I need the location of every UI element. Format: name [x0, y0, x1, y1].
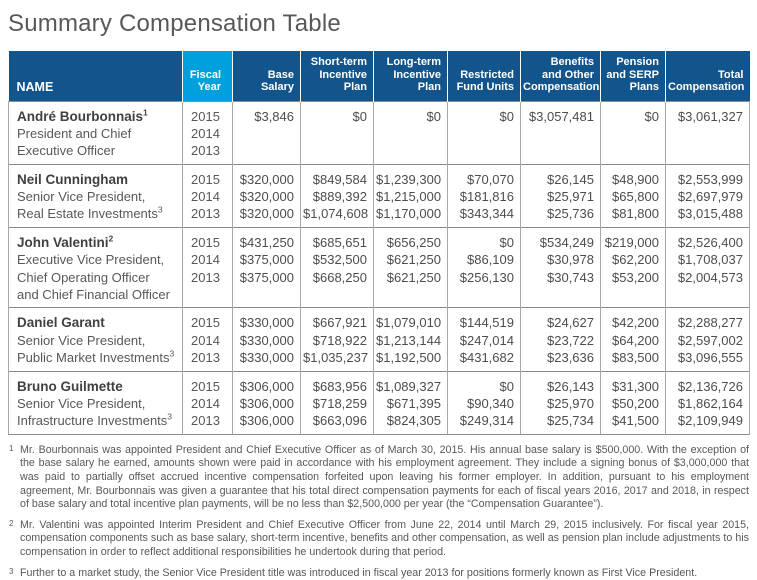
ltip-value: $656,250 — [376, 234, 441, 251]
pension-value: $219,000 — [603, 234, 659, 251]
total-cell — [666, 164, 750, 227]
ltip-value: $824,305 — [376, 412, 441, 429]
ltip-value: $1,170,000 — [376, 205, 441, 222]
total-cell — [666, 101, 750, 164]
footnotes — [8, 444, 749, 580]
base-salary-value: $320,000 — [235, 188, 294, 205]
stip-value: $889,392 — [303, 188, 367, 205]
column-header-stip: Short-term Incentive Plan — [301, 51, 374, 101]
benefits-cell — [521, 371, 601, 434]
fiscal-year-cell — [183, 164, 233, 227]
pension-value: $42,200 — [603, 314, 659, 331]
footnote-reference: 3 — [167, 412, 172, 422]
benefits-value: $30,978 — [523, 251, 594, 268]
footnote-reference: 1 — [143, 107, 148, 117]
page-title: Summary Compensation Table — [8, 10, 749, 38]
stip-value: $663,096 — [303, 412, 367, 429]
stip-value: $849,584 — [303, 171, 367, 188]
fiscal-year-value: 2014 — [185, 332, 226, 349]
total-value: $3,015,488 — [668, 205, 743, 222]
benefits-value: $26,143 — [523, 378, 594, 395]
column-header-name: NAME — [9, 51, 183, 101]
fiscal-year-value: 2015 — [185, 171, 226, 188]
ltip-value: $1,213,144 — [376, 332, 441, 349]
total-value: $2,004,573 — [668, 269, 743, 286]
column-header-total: Total Compensation — [666, 51, 750, 101]
base-salary-value: $306,000 — [235, 378, 294, 395]
benefits-value: $25,971 — [523, 188, 594, 205]
ltip-cell — [374, 101, 448, 164]
rfu-value: $0 — [450, 378, 514, 395]
footnote-reference: 3 — [158, 205, 163, 215]
stip-cell — [301, 227, 374, 308]
fiscal-year-value: 2015 — [185, 378, 226, 395]
base-salary-value — [235, 142, 294, 159]
footnote-text: Mr. Valentini was appointed Interim President and Chief Executive Officer from June 22, 2014 until March 29, 2015 inclusively. For fiscal year 2015, compensation components such as base salary, short-term incentive, benefits and other compensation, as well as pension plan include adjustments to his compensation in order to reflect additional responsibilities he undertook during that period. — [20, 519, 749, 558]
fiscal-year-value: 2013 — [185, 349, 226, 366]
pension-value — [603, 142, 659, 159]
pension-value: $64,200 — [603, 332, 659, 349]
benefits-cell — [521, 164, 601, 227]
ltip-cell — [374, 371, 448, 434]
base-salary-cell — [233, 371, 301, 434]
stip-value — [303, 142, 367, 159]
fiscal-year-value: 2015 — [185, 314, 226, 331]
column-header-rfu: Restricted Fund Units — [448, 51, 521, 101]
rfu-value: $90,340 — [450, 395, 514, 412]
rfu-value: $144,519 — [450, 314, 514, 331]
rfu-value: $431,682 — [450, 349, 514, 366]
total-cell — [666, 308, 750, 371]
benefits-cell — [521, 308, 601, 371]
person-title-line: Chief Operating Officer — [17, 269, 176, 286]
rfu-value — [450, 125, 514, 142]
fiscal-year-cell — [183, 227, 233, 308]
ltip-value: $1,192,500 — [376, 349, 441, 366]
benefits-cell — [521, 101, 601, 164]
person-name: Bruno Guilmette — [17, 378, 176, 395]
table-body — [9, 101, 750, 434]
rfu-value: $181,816 — [450, 188, 514, 205]
ltip-value: $621,250 — [376, 269, 441, 286]
person-title-line: Senior Vice President, — [17, 395, 176, 412]
pension-value: $83,500 — [603, 349, 659, 366]
total-value — [668, 125, 743, 142]
rfu-value: $343,344 — [450, 205, 514, 222]
column-header-benefits: Benefits and Other Compensation — [521, 51, 601, 101]
stip-value: $532,500 — [303, 251, 367, 268]
base-salary-value: $375,000 — [235, 251, 294, 268]
benefits-value — [523, 142, 594, 159]
person-title-line: Real Estate Investments$^3$ — [17, 205, 176, 222]
pension-cell — [601, 308, 666, 371]
benefits-value: $3,057,481 — [523, 108, 594, 125]
person-cell — [9, 308, 183, 371]
base-salary-value: $320,000 — [235, 205, 294, 222]
base-salary-value: $3,846 — [235, 108, 294, 125]
fiscal-year-cell — [183, 101, 233, 164]
fiscal-year-value: 2014 — [185, 125, 226, 142]
fiscal-year-value: 2013 — [185, 142, 226, 159]
benefits-value: $534,249 — [523, 234, 594, 251]
stip-value: $1,035,237 — [303, 349, 367, 366]
stip-value — [303, 125, 367, 142]
stip-value: $685,651 — [303, 234, 367, 251]
total-value — [668, 142, 743, 159]
fiscal-year-value: 2015 — [185, 108, 226, 125]
total-cell — [666, 371, 750, 434]
base-salary-value: $306,000 — [235, 412, 294, 429]
total-value: $1,708,037 — [668, 251, 743, 268]
rfu-cell — [448, 164, 521, 227]
benefits-cell — [521, 227, 601, 308]
ltip-cell — [374, 164, 448, 227]
total-value: $2,597,002 — [668, 332, 743, 349]
stip-value: $683,956 — [303, 378, 367, 395]
benefits-value: $25,970 — [523, 395, 594, 412]
total-value: $2,109,949 — [668, 412, 743, 429]
stip-value: $718,259 — [303, 395, 367, 412]
pension-cell — [601, 164, 666, 227]
rfu-cell — [448, 227, 521, 308]
pension-value: $65,800 — [603, 188, 659, 205]
fiscal-year-value: 2014 — [185, 188, 226, 205]
header-row — [9, 51, 750, 101]
footnote — [8, 519, 749, 560]
rfu-value — [450, 142, 514, 159]
footnote-marker: 3 — [9, 565, 13, 579]
total-value: $3,061,327 — [668, 108, 743, 125]
benefits-value: $23,722 — [523, 332, 594, 349]
ltip-cell — [374, 308, 448, 371]
stip-cell — [301, 164, 374, 227]
base-salary-value: $306,000 — [235, 395, 294, 412]
rfu-cell — [448, 101, 521, 164]
base-salary-cell — [233, 227, 301, 308]
benefits-value: $26,145 — [523, 171, 594, 188]
person-title-line: Senior Vice President, — [17, 332, 176, 349]
ltip-value: $1,089,327 — [376, 378, 441, 395]
total-value: $2,553,999 — [668, 171, 743, 188]
footnote-text: Mr. Bourbonnais was appointed President and Chief Executive Officer as of March 30, 2015. His annual base salary is $500,000. With the exception of the base salary he earned, amounts shown were paid in accordance with his employment agreement. They include a signing bonus of $3,000,000 that was paid to partially offset accrued incentive compensation forfeited upon leaving his former employer. In addition, pursuant to his employment agreement, Mr. Bourbonnais was given a guarantee that his total direct compensation payments for each of fiscal years 2016, 2017 and 2018, in respect of base salary and total incentive plan payments, will be no less than $2,500,000 per year (the “Compensation Guarantee”). — [20, 444, 749, 510]
rfu-value: $247,014 — [450, 332, 514, 349]
benefits-value: $25,736 — [523, 205, 594, 222]
total-value: $1,862,164 — [668, 395, 743, 412]
person-cell — [9, 371, 183, 434]
footnote-reference: 2 — [109, 233, 114, 243]
ltip-cell — [374, 227, 448, 308]
base-salary-value: $375,000 — [235, 269, 294, 286]
fiscal-year-value: 2013 — [185, 269, 226, 286]
person-title-line: Senior Vice President, — [17, 188, 176, 205]
column-header-base-salary: Base Salary — [233, 51, 301, 101]
benefits-value: $23,636 — [523, 349, 594, 366]
column-header-ltip: Long-term Incentive Plan — [374, 51, 448, 101]
pension-cell — [601, 227, 666, 308]
stip-cell — [301, 101, 374, 164]
base-salary-cell — [233, 164, 301, 227]
ltip-value: $671,395 — [376, 395, 441, 412]
stip-cell — [301, 308, 374, 371]
footnote — [8, 444, 749, 512]
ltip-value: $621,250 — [376, 251, 441, 268]
base-salary-cell — [233, 308, 301, 371]
rfu-value: $0 — [450, 234, 514, 251]
person-cell — [9, 227, 183, 308]
person-row — [9, 308, 750, 371]
base-salary-value: $330,000 — [235, 349, 294, 366]
benefits-value: $25,734 — [523, 412, 594, 429]
person-title-line: Public Market Investments$^3$ — [17, 349, 176, 366]
person-cell — [9, 101, 183, 164]
person-name: Neil Cunningham — [17, 171, 176, 188]
base-salary-cell — [233, 101, 301, 164]
compensation-table — [8, 51, 750, 435]
fiscal-year-cell — [183, 371, 233, 434]
stip-value: $1,074,608 — [303, 205, 367, 222]
person-title-line: and Chief Financial Officer — [17, 286, 176, 303]
ltip-value — [376, 125, 441, 142]
stip-value: $668,250 — [303, 269, 367, 286]
column-header-pension: Pension and SERP Plans — [601, 51, 666, 101]
total-cell — [666, 227, 750, 308]
pension-value: $31,300 — [603, 378, 659, 395]
person-cell — [9, 164, 183, 227]
fiscal-year-value: 2015 — [185, 234, 226, 251]
total-value: $2,697,979 — [668, 188, 743, 205]
ltip-value — [376, 142, 441, 159]
rfu-value: $70,070 — [450, 171, 514, 188]
total-value: $2,526,400 — [668, 234, 743, 251]
rfu-value: $256,130 — [450, 269, 514, 286]
person-title-line: Executive Vice President, — [17, 251, 176, 268]
column-header-fiscal-year: Fiscal Year — [183, 51, 233, 101]
footnote-reference: 3 — [169, 349, 174, 359]
fiscal-year-value: 2013 — [185, 205, 226, 222]
footnote-marker: 1 — [9, 442, 13, 456]
pension-cell — [601, 371, 666, 434]
benefits-value: $30,743 — [523, 269, 594, 286]
pension-value: $50,200 — [603, 395, 659, 412]
pension-value: $53,200 — [603, 269, 659, 286]
person-row — [9, 101, 750, 164]
person-name: Daniel Garant — [17, 314, 176, 331]
benefits-value: $24,627 — [523, 314, 594, 331]
person-row — [9, 227, 750, 308]
pension-value: $0 — [603, 108, 659, 125]
rfu-value: $86,109 — [450, 251, 514, 268]
ltip-value: $0 — [376, 108, 441, 125]
pension-value: $62,200 — [603, 251, 659, 268]
footnote-text: Further to a market study, the Senior Vice President title was introduced in fiscal year 2013 for positions formerly known as First Vice President. — [20, 567, 697, 579]
fiscal-year-value: 2014 — [185, 395, 226, 412]
stip-value: $0 — [303, 108, 367, 125]
stip-value: $718,922 — [303, 332, 367, 349]
person-row — [9, 371, 750, 434]
rfu-value: $0 — [450, 108, 514, 125]
ltip-value: $1,079,010 — [376, 314, 441, 331]
person-title-line: Executive Officer — [17, 142, 176, 159]
rfu-cell — [448, 371, 521, 434]
stip-value: $667,921 — [303, 314, 367, 331]
pension-cell — [601, 101, 666, 164]
total-value: $2,136,726 — [668, 378, 743, 395]
base-salary-value: $431,250 — [235, 234, 294, 251]
base-salary-value — [235, 125, 294, 142]
person-row — [9, 164, 750, 227]
rfu-cell — [448, 308, 521, 371]
base-salary-value: $330,000 — [235, 332, 294, 349]
pension-value: $41,500 — [603, 412, 659, 429]
person-title-line: Infrastructure Investments$^3$ — [17, 412, 176, 429]
fiscal-year-cell — [183, 308, 233, 371]
ltip-value: $1,215,000 — [376, 188, 441, 205]
total-value: $3,096,555 — [668, 349, 743, 366]
stip-cell — [301, 371, 374, 434]
base-salary-value: $330,000 — [235, 314, 294, 331]
pension-value: $81,800 — [603, 205, 659, 222]
person-name: André Bourbonnais$^1$ — [17, 108, 176, 125]
ltip-value: $1,239,300 — [376, 171, 441, 188]
footnote-marker: 2 — [9, 517, 13, 531]
rfu-value: $249,314 — [450, 412, 514, 429]
pension-value — [603, 125, 659, 142]
person-title-line: President and Chief — [17, 125, 176, 142]
pension-value: $48,900 — [603, 171, 659, 188]
person-name: John Valentini$^2$ — [17, 234, 176, 251]
fiscal-year-value: 2013 — [185, 412, 226, 429]
fiscal-year-value: 2014 — [185, 251, 226, 268]
benefits-value — [523, 125, 594, 142]
base-salary-value: $320,000 — [235, 171, 294, 188]
table-header — [9, 51, 750, 101]
total-value: $2,288,277 — [668, 314, 743, 331]
